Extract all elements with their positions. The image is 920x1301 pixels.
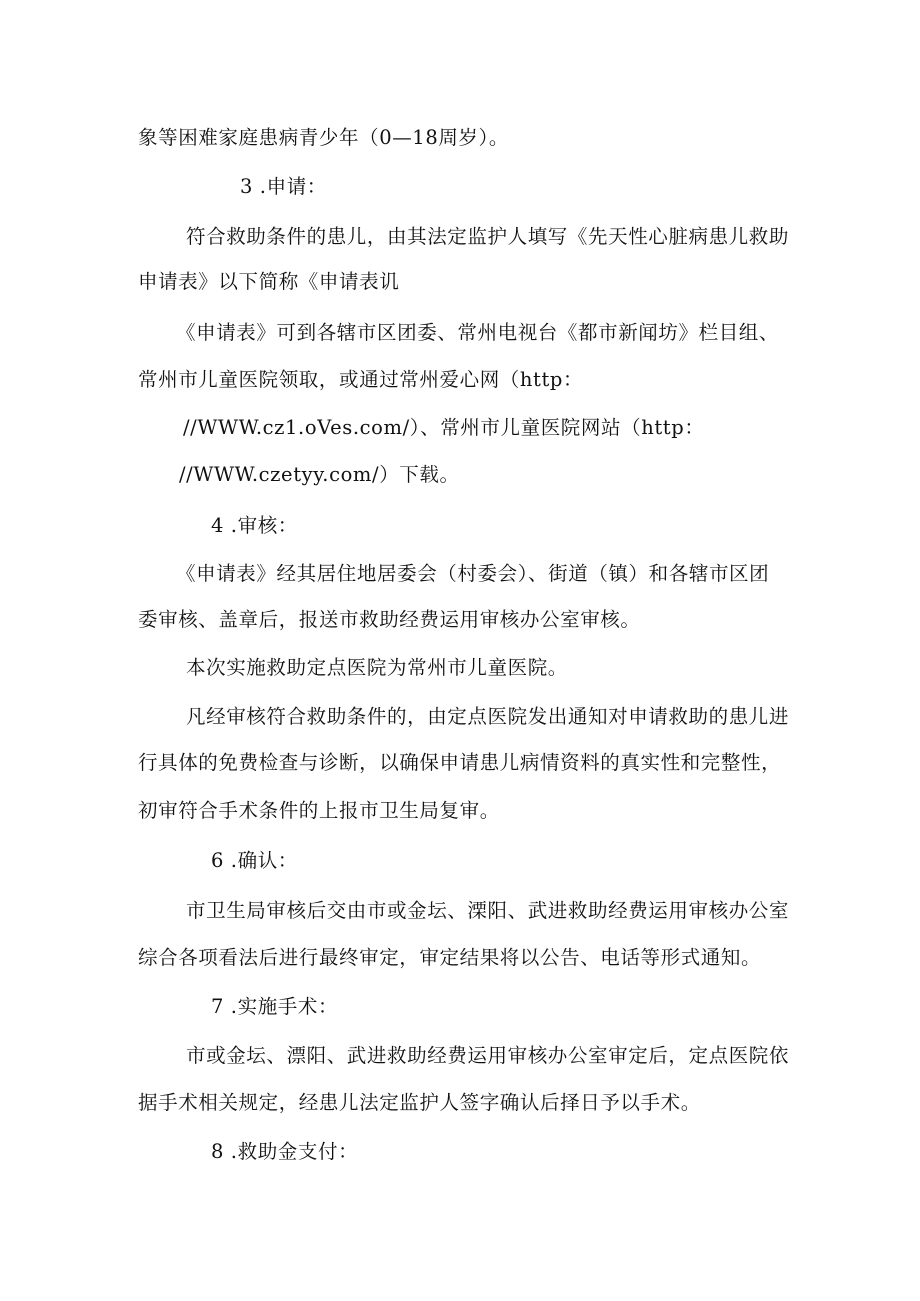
section-heading: 7 .实施手术： [211,995,339,1018]
text-line: 《申请表》经其居住地居委会（村委会）、街道（镇）和各辖市区团 [176,562,770,585]
text-line: 行具体的免费检查与诊断，以确保申请患儿病情资料的真实性和完整性， [138,751,782,774]
section-heading: 4 .审核： [211,514,298,537]
text-line: 市卫生局审核后交由市或金坛、溧阳、武进救助经费运用审核办公室 [186,899,790,922]
text-line: //WWW.cz1.oVes.com/）、常州市儿童医院网站（http： [183,416,705,439]
text-line: 本次实施救助定点医院为常州市儿童医院。 [186,656,568,679]
text-line: 申请表》以下简称《申请表讥 [138,270,400,293]
text-line: 符合救助条件的患儿，由其法定监护人填写《先天性心脏病患儿救助 [186,225,790,248]
text-line: 象等困难家庭患病青少年（0—18周岁）。 [138,126,509,149]
text-line: 常州市儿童医院领取，或通过常州爱心网（http： [138,368,584,391]
text-line: 综合各项看法后进行最终审定，审定结果将以公告、电话等形式通知。 [138,946,762,969]
section-heading: 8 .救助金支付： [211,1140,359,1163]
text-line: 市或金坛、漂阳、武进救助经费运用审核办公室审定后，定点医院依 [186,1044,790,1067]
section-heading: 3 .申请： [240,175,327,198]
text-line: 初审符合手术条件的上报市卫生局复审。 [138,799,500,822]
text-line: 凡经审核符合救助条件的，由定点医院发出通知对申请救助的患儿进 [186,705,790,728]
text-line: //WWW.czetyy.com/）下载。 [179,463,460,486]
text-line: 据手术相关规定，经患儿法定监护人签字确认后择日予以手术。 [138,1091,701,1114]
section-heading: 6 .确认： [211,849,298,872]
text-line: 委审核、盖章后，报送市救助经费运用审核办公室审核。 [138,608,641,631]
text-line: 《申请表》可到各辖市区团委、常州电视台《都市新闻坊》栏目组、 [176,321,780,344]
